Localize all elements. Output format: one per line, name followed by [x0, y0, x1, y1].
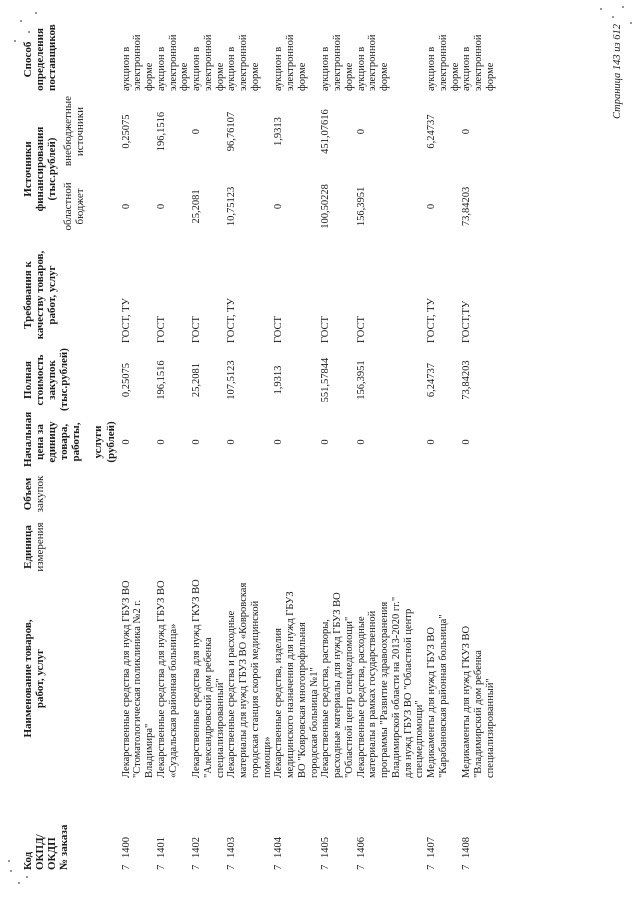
cell-item-name: Лекарственные средства и расходные материалы для нужд ГБУЗ ВО «Ковровская городская станция скорой медицинской помощи» — [226, 582, 273, 778]
header-sources-line: Источники — [22, 141, 34, 197]
regional-budget-value: 0 — [155, 203, 167, 210]
header-volume-line: закупок — [34, 475, 47, 513]
financing-values — [121, 97, 133, 241]
cell-full-cost: 156,3951 — [355, 360, 367, 400]
scan-speck — [10, 870, 12, 872]
extra-budget-value: 196,1516 — [155, 111, 167, 152]
header-code-line: № заказа — [58, 824, 71, 870]
cell-item-name: Лекарственные средства, растворы, расходные материалы для нужд ГБУЗ ВО "Областной центр спецмедпомощи" — [320, 592, 355, 778]
scan-speck — [14, 40, 16, 42]
cell-unit — [121, 518, 156, 576]
cell-volume — [191, 470, 226, 518]
cell-financing — [273, 94, 320, 244]
regional-budget-value: 10,75123 — [226, 186, 238, 227]
code-prefix: 7 — [120, 864, 132, 870]
table-row — [273, 25, 320, 873]
header-sub-line: бюджет — [74, 188, 87, 225]
header-name — [22, 576, 121, 781]
header-full-cost — [22, 346, 121, 414]
header-method — [22, 25, 121, 94]
order-number: 1401 — [155, 837, 167, 858]
code-prefix: 7 — [355, 864, 367, 870]
cell-requirements: ГОСТ — [355, 316, 367, 343]
header-method-line: определения — [34, 28, 47, 91]
order-number: 1407 — [426, 837, 438, 858]
header-sub-regional — [62, 172, 86, 241]
code-prefix: 7 — [155, 864, 167, 870]
cell-unit — [461, 518, 496, 576]
header-sources — [22, 94, 121, 244]
header-code-line: ОКПД/ — [34, 834, 47, 870]
cell-financing — [226, 94, 273, 244]
cell-full-cost: 1,9313 — [273, 365, 285, 395]
scan-speck — [18, 882, 20, 884]
header-sources-line: (тыс.рублей) — [46, 137, 59, 201]
cell-volume — [226, 470, 273, 518]
extra-budget-value: 96,76107 — [226, 111, 238, 152]
table-row — [191, 25, 226, 873]
cell-volume — [426, 470, 461, 518]
header-cost-line: стоимость — [34, 354, 47, 406]
cell-unit — [320, 518, 355, 576]
extra-budget-value: 6,24737 — [426, 114, 438, 149]
cell-financing — [156, 94, 191, 244]
cell-requirements: ГОСТ, ТУ — [426, 298, 438, 343]
cell-requirements: ГОСТ, ТУ — [120, 298, 132, 343]
order-number: 1402 — [191, 837, 203, 858]
table-row — [461, 25, 496, 873]
cell-method: аукцион в электронной форме — [461, 34, 496, 91]
financing-values — [426, 97, 438, 241]
cell-unit — [156, 518, 191, 576]
table-body — [121, 25, 497, 873]
table-row — [121, 25, 156, 873]
code-prefix: 7 — [273, 864, 285, 870]
cell-requirements: ГОСТ — [320, 316, 332, 343]
cell-volume — [356, 470, 427, 518]
header-price-line: (рублей) — [104, 421, 117, 463]
header-unit — [22, 518, 121, 576]
cell-item-name: Лекарственные средства для нужд ГБУЗ ВО "Стоматологическая поликлиника №2 г. Владимира" — [120, 580, 156, 778]
regional-budget-value: 100,50228 — [320, 184, 332, 229]
cell-start-price: 0 — [120, 439, 132, 445]
cell-volume — [320, 470, 355, 518]
header-sub-line: областной — [62, 182, 75, 231]
cell-start-price: 0 — [273, 439, 285, 445]
regional-budget-value: 25,2081 — [191, 189, 203, 224]
scan-speck — [35, 12, 37, 14]
code-prefix: 7 — [461, 864, 473, 870]
cell-start-price: 0 — [226, 439, 238, 445]
cell-item-name: Лекарственные средства, изделия медицинского назначения для нужд ГБУЗ ВО "Ковровская многопрофильная городская больница №1" — [273, 591, 320, 778]
cell-order-code — [356, 781, 427, 873]
cell-volume — [461, 470, 496, 518]
regional-budget-value: 73,84203 — [461, 186, 473, 227]
header-code — [22, 781, 121, 873]
cell-volume — [156, 470, 191, 518]
header-sub-line: внебюджетные — [62, 95, 75, 167]
cell-start-price: 0 — [191, 439, 203, 445]
header-sub-extra — [62, 97, 86, 166]
header-sub-line: источники — [74, 106, 87, 157]
extra-budget-value: 1,9313 — [273, 117, 285, 146]
table-row — [320, 25, 355, 873]
extra-budget-value: 0,25075 — [120, 114, 132, 149]
header-cost-line: Полная — [22, 361, 34, 399]
cell-unit — [426, 518, 461, 576]
cell-item-name: Медикаменты для нужд ГБУЗ ВО "Карабановская районная больница" — [426, 614, 449, 778]
code-prefix: 7 — [226, 864, 238, 870]
cell-order-code — [191, 781, 226, 873]
table-header-row — [22, 25, 121, 873]
order-number: 1400 — [120, 837, 132, 858]
cell-start-price: 0 — [355, 439, 367, 445]
cell-financing — [121, 94, 156, 244]
extra-budget-value: 0 — [191, 128, 203, 135]
cell-volume — [273, 470, 320, 518]
cell-item-name: Медикаменты для нужд ГКУЗ ВО "Владимирский дом ребенка специализированный" — [461, 625, 496, 778]
regional-budget-value: 0 — [426, 203, 438, 210]
header-name-line: Наименование товаров, — [22, 619, 34, 738]
scan-speck — [612, 16, 614, 18]
financing-values — [461, 97, 473, 241]
cell-unit — [356, 518, 427, 576]
cell-item-name: Лекарственные средства, расходные материалы в рамках государственной программы "Развитие здравоохранения Владимирской области на 2013-2020 гг." для нужд ГБУЗ ВО "Областной центр спецмедпомощи" — [355, 596, 426, 778]
cell-order-code — [320, 781, 355, 873]
scan-speck — [622, 6, 624, 8]
header-price-line: услуги — [92, 425, 105, 459]
cell-method: аукцион в электронной форме — [155, 34, 191, 91]
cell-item-name: Лекарственные средства для нужд ГКУЗ ВО "Александровский дом ребенка специализированный" — [191, 579, 226, 778]
cell-volume — [121, 470, 156, 518]
table-row — [226, 25, 273, 873]
header-volume-line: Объем — [22, 477, 34, 511]
header-code-line: Код — [22, 851, 34, 870]
cell-unit — [226, 518, 273, 576]
header-unit-line: измерения — [34, 522, 47, 572]
financing-values — [226, 97, 238, 241]
cell-unit — [273, 518, 320, 576]
extra-budget-value: 0 — [355, 128, 367, 135]
order-number: 1405 — [320, 837, 332, 858]
cell-order-code — [156, 781, 191, 873]
header-sources-line: финансирования — [34, 126, 47, 212]
cell-method: аукцион в электронной форме — [320, 34, 355, 91]
scan-speck — [28, 31, 30, 33]
order-number: 1403 — [226, 837, 238, 858]
cell-full-cost: 551,57844 — [320, 357, 332, 403]
code-prefix: 7 — [191, 864, 203, 870]
financing-values — [191, 97, 203, 241]
cell-requirements: ГОСТ — [191, 316, 203, 343]
cell-order-code — [226, 781, 273, 873]
cell-financing — [191, 94, 226, 244]
header-unit-line: Единица — [22, 525, 34, 569]
cell-requirements: ГОСТ — [273, 316, 285, 343]
header-price-line — [82, 417, 92, 467]
header-code-line: ОКДП — [46, 837, 59, 870]
cell-full-cost: 25,2081 — [191, 362, 203, 398]
regional-budget-value: 0 — [120, 203, 132, 210]
header-req-line: качеству товаров, — [34, 250, 47, 340]
header-method-line: Способ — [22, 41, 34, 78]
cell-financing — [461, 94, 496, 244]
cell-method: аукцион в электронной форме — [273, 34, 308, 91]
cell-order-code — [461, 781, 496, 873]
scan-speck — [8, 860, 10, 862]
cell-item-name: Лекарственные средства для нужд ГБУЗ ВО «Суздальская районная больница» — [155, 580, 179, 778]
scan-speck — [26, 876, 28, 878]
cell-start-price: 0 — [320, 439, 332, 445]
extra-budget-value: 0 — [461, 128, 473, 135]
cell-method: аукцион в электронной форме — [120, 34, 156, 91]
procurement-table — [22, 25, 497, 873]
cell-start-price: 0 — [155, 439, 167, 445]
cell-requirements: ГОСТ,ТУ — [461, 300, 473, 343]
cell-financing — [356, 94, 427, 244]
cell-method: аукцион в электронной форме — [426, 34, 461, 91]
cell-start-price: 0 — [426, 439, 438, 445]
cell-method: аукцион в электронной форме — [226, 34, 261, 91]
financing-values — [356, 97, 368, 241]
code-prefix: 7 — [426, 864, 438, 870]
header-name-line: работ, услуг — [34, 648, 47, 709]
header-price-line: единицу — [46, 421, 59, 463]
order-number: 1404 — [273, 837, 285, 858]
table-row — [356, 25, 427, 873]
cell-start-price: 0 — [461, 439, 473, 445]
header-requirements — [22, 244, 121, 346]
cell-full-cost: 6,24737 — [426, 362, 438, 398]
cell-full-cost: 196,1516 — [155, 360, 167, 400]
cell-order-code — [273, 781, 320, 873]
header-price-line: Начальная — [22, 411, 34, 467]
order-number: 1408 — [461, 837, 473, 858]
scan-speck — [600, 8, 602, 10]
header-req-line: работ, услуг — [46, 265, 59, 325]
cell-order-code — [121, 781, 156, 873]
cell-method: аукцион в электронной форме — [191, 34, 226, 91]
order-number: 1406 — [355, 837, 367, 858]
cell-financing — [426, 94, 461, 244]
cell-full-cost: 73,84203 — [461, 360, 473, 400]
header-req-line: Требования к — [22, 261, 34, 329]
page-number: Страница 143 из 612 — [612, 24, 623, 120]
financing-values — [320, 97, 332, 241]
scan-speck — [20, 20, 22, 22]
cell-requirements: ГОСТ, ТУ — [226, 298, 238, 343]
header-price-line: товара, — [58, 423, 71, 461]
header-price-line: работы, — [70, 422, 83, 462]
cell-order-code — [426, 781, 461, 873]
header-method-line: поставщиков — [46, 24, 59, 91]
header-cost-line: (тыс.рублей) — [58, 348, 71, 411]
regional-budget-value: 156,3951 — [355, 186, 367, 227]
header-price-line: цена за — [34, 424, 47, 460]
header-sources-subcolumns — [62, 97, 86, 241]
cell-unit — [191, 518, 226, 576]
scan-speck — [630, 22, 632, 24]
cell-financing — [320, 94, 355, 244]
regional-budget-value: 0 — [273, 203, 285, 210]
table-row — [156, 25, 191, 873]
header-cost-line: закупок — [46, 360, 59, 400]
extra-budget-value: 451,07616 — [320, 109, 332, 154]
code-prefix: 7 — [320, 864, 332, 870]
cell-method: аукцион в электронной форме — [355, 34, 391, 91]
header-volume — [22, 470, 121, 518]
cell-requirements: ГОСТ — [155, 316, 167, 343]
financing-values — [156, 97, 168, 241]
cell-full-cost: 0,25075 — [120, 362, 132, 398]
header-start-price — [22, 411, 121, 470]
financing-values — [273, 97, 285, 241]
cell-full-cost: 107,5123 — [226, 360, 238, 400]
table-row — [426, 25, 461, 873]
